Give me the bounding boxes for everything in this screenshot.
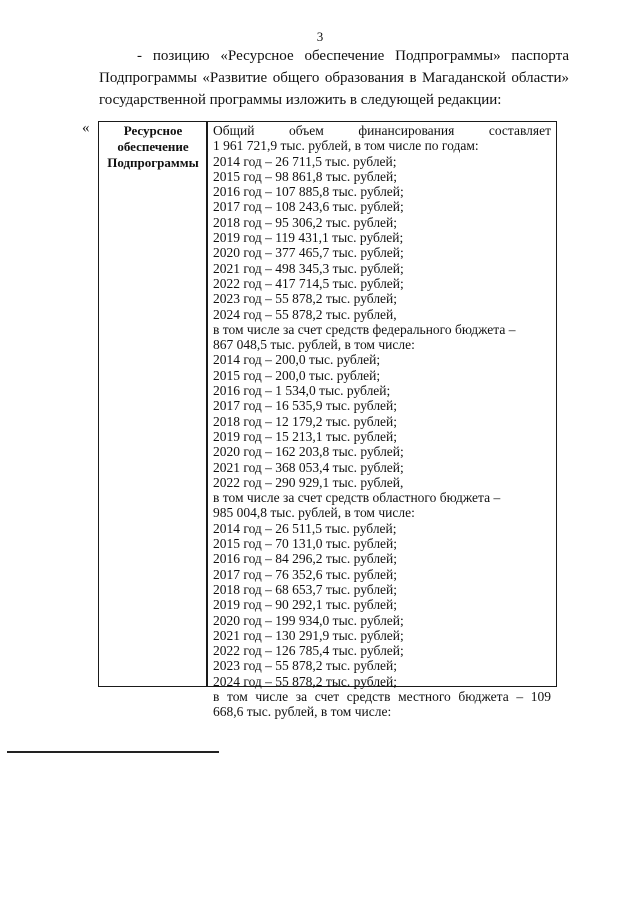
table-line: в том числе за счет средств областного бюджета – (213, 490, 501, 506)
table-line: 2018 год – 68 653,7 тыс. рублей; (213, 581, 398, 597)
opening-quote-mark: « (82, 120, 90, 136)
table-line: в том числе за счет средств федерального бюджета – (213, 321, 516, 337)
left-cell-heading (101, 123, 205, 171)
table-line: 2016 год – 1 534,0 тыс. рублей; (213, 383, 391, 399)
table-line: 2022 год – 126 785,4 тыс. рублей; (213, 643, 404, 659)
table-line: 867 048,5 тыс. рублей, в том числе: (213, 337, 415, 353)
table-line: 2019 год – 15 213,1 тыс. рублей; (213, 428, 398, 444)
right-cell-content (213, 123, 551, 720)
table-line: 2022 год – 290 929,1 тыс. рублей, (213, 474, 404, 490)
footer-separator-line (7, 751, 219, 753)
table-line: 2014 год – 26 711,5 тыс. рублей; (213, 153, 397, 169)
intro-line-2: Подпрограммы «Развитие общего образования в Магаданской области» (99, 70, 569, 86)
table-line: 2022 год – 417 714,5 тыс. рублей; (213, 275, 404, 291)
table-line: 2015 год – 200,0 тыс. рублей; (213, 367, 381, 383)
left-cell-line: Ресурсное (123, 123, 183, 138)
table-line: Общий объем финансирования составляет (213, 123, 551, 138)
table-line: 2021 год – 130 291,9 тыс. рублей; (213, 627, 404, 643)
table-line: 668,6 тыс. рублей, в том числе: (213, 704, 392, 720)
table-line: 2023 год – 55 878,2 тыс. рублей; (213, 658, 398, 674)
table-line: 2014 год – 26 511,5 тыс. рублей; (213, 520, 397, 536)
table-line: 2024 год – 55 878,2 тыс. рублей, (213, 306, 397, 322)
table-line: 2017 год – 16 535,9 тыс. рублей; (213, 398, 398, 414)
column-divider (206, 122, 208, 686)
table-line: 2015 год – 98 861,8 тыс. рублей; (213, 168, 398, 184)
table-line: 2016 год – 107 885,8 тыс. рублей; (213, 184, 404, 200)
table-line: в том числе за счет средств местного бюджета – 109 (213, 688, 551, 704)
left-cell-line: обеспечение (117, 139, 189, 154)
table-line: 2024 год – 55 878,2 тыс. рублей; (213, 673, 398, 689)
intro-line-3: государственной программы изложить в следующей редакции: (99, 92, 502, 108)
table-line: 2017 год – 108 243,6 тыс. рублей; (213, 199, 404, 215)
table-line: 2014 год – 200,0 тыс. рублей; (213, 352, 381, 368)
table-line: 2020 год – 162 203,8 тыс. рублей; (213, 444, 404, 460)
table-line: 2019 год – 90 292,1 тыс. рублей; (213, 597, 398, 613)
intro-line-1: - позицию «Ресурсное обеспечение Подпрограммы» паспорта (137, 48, 569, 64)
table-line: 2021 год – 498 345,3 тыс. рублей; (213, 260, 404, 276)
intro-paragraph (99, 45, 569, 111)
table-line: 2016 год – 84 296,2 тыс. рублей; (213, 551, 398, 567)
table-line: 2015 год – 70 131,0 тыс. рублей; (213, 536, 398, 552)
resource-table (98, 121, 557, 720)
table-line: 1 961 721,9 тыс. рублей, в том числе по годам: (213, 138, 479, 154)
table-line: 2023 год – 55 878,2 тыс. рублей; (213, 291, 398, 307)
table-line: 2021 год – 368 053,4 тыс. рублей; (213, 459, 404, 475)
table-line: 2017 год – 76 352,6 тыс. рублей; (213, 566, 398, 582)
page-number: 3 (316, 29, 324, 44)
left-cell-line: Подпрограммы (107, 155, 199, 170)
table-line: 2018 год – 95 306,2 тыс. рублей; (213, 214, 398, 230)
table-line: 985 004,8 тыс. рублей, в том числе: (213, 505, 415, 521)
table-line: 2018 год – 12 179,2 тыс. рублей; (213, 413, 398, 429)
table-line: 2020 год – 377 465,7 тыс. рублей; (213, 245, 404, 261)
table-line: 2020 год – 199 934,0 тыс. рублей; (213, 612, 404, 628)
table-line: 2019 год – 119 431,1 тыс. рублей; (213, 230, 404, 246)
